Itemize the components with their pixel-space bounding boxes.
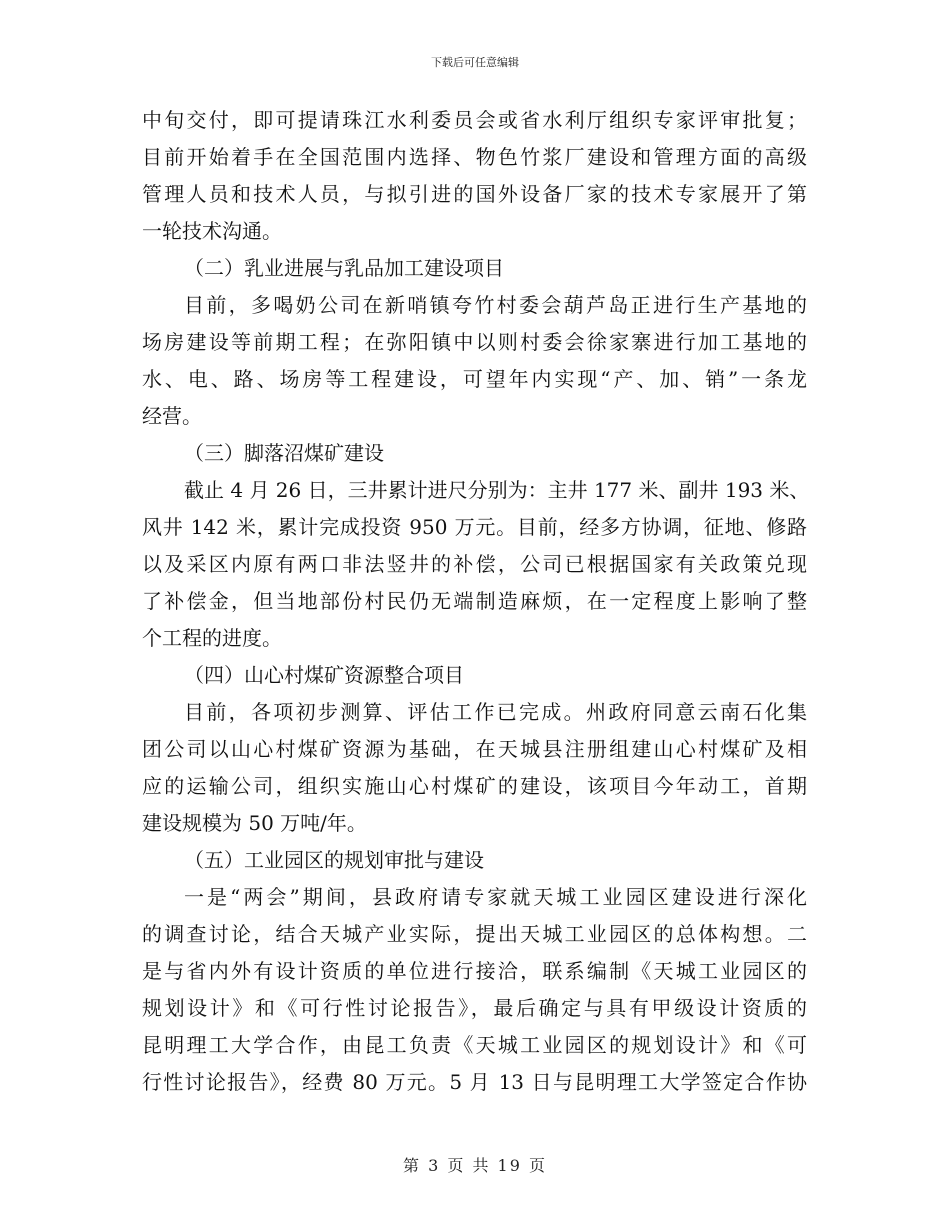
text-line: 中旬交付，即可提请珠江水利委员会或省水利厅组织专家评审批复；	[142, 108, 807, 132]
text-line: 截止 4 月 26 日，三井累计进尺分别为：主井 177 米、副井 193 米、	[184, 478, 810, 502]
text-line: 目前，多喝奶公司在新哨镇夸竹村委会葫芦岛正进行生产基地的	[184, 293, 807, 317]
document-body	[142, 102, 810, 1101]
text-line: 目前开始着手在全国范围内选择、物色竹浆厂建设和管理方面的高级	[142, 145, 807, 169]
text-line: 风井 142 米，累计完成投资 950 万元。目前，经多方协调，征地、修路	[142, 515, 807, 539]
text-line: 经营。	[142, 404, 202, 428]
section-heading: （四）山心村煤矿资源整合项目	[184, 663, 464, 687]
page-header: 下载后可任意编辑	[431, 56, 519, 69]
text-line: 昆明理工大学合作，由昆工负责《天城工业园区的规划设计》和《可	[142, 1033, 807, 1057]
section-heading: （三）脚落沼煤矿建设	[184, 441, 384, 465]
text-line: 一轮技术沟通。	[142, 219, 282, 243]
text-line: 水、电、路、场房等工程建设，可望年内实现“产、加、销”一条龙	[142, 367, 807, 391]
text-line: 应的运输公司，组织实施山心村煤矿的建设，该项目今年动工，首期	[142, 774, 807, 798]
section-heading: （二）乳业进展与乳品加工建设项目	[184, 256, 504, 280]
text-line: 了补偿金，但当地部份村民仍无端制造麻烦，在一定程度上影响了整	[142, 589, 807, 613]
text-line: 是与省内外有设计资质的单位进行接洽，联系编制《天城工业园区的	[142, 959, 807, 983]
section-heading: （五）工业园区的规划审批与建设	[184, 848, 484, 872]
text-line: 管理人员和技术人员，与拟引进的国外设备厂家的技术专家展开了第	[142, 182, 807, 206]
text-line: 建设规模为 50 万吨/年。	[142, 811, 367, 835]
text-line: 团公司以山心村煤矿资源为基础，在天城县注册组建山心村煤矿及相	[142, 737, 807, 761]
text-line: 规划设计》和《可行性讨论报告》，最后确定与具有甲级设计资质的	[142, 996, 807, 1020]
text-line: 场房建设等前期工程；在弥阳镇中以则村委会徐家寨进行加工基地的	[142, 330, 807, 354]
text-line: 的调查讨论，结合天城产业实际，提出天城工业园区的总体构想。二	[142, 922, 807, 946]
text-line: 一是“两会”期间，县政府请专家就天城工业园区建设进行深化	[184, 885, 807, 909]
text-line: 目前，各项初步测算、评估工作已完成。州政府同意云南石化集	[184, 700, 807, 724]
page-footer: 第 3 页 共 19 页	[403, 1156, 547, 1175]
text-line: 以及采区内原有两口非法竖井的补偿，公司已根据国家有关政策兑现	[142, 552, 807, 576]
text-line: 个工程的进度。	[142, 626, 282, 650]
text-line: 行性讨论报告》，经费 80 万元。5 月 13 日与昆明理工大学签定合作协	[142, 1070, 807, 1094]
